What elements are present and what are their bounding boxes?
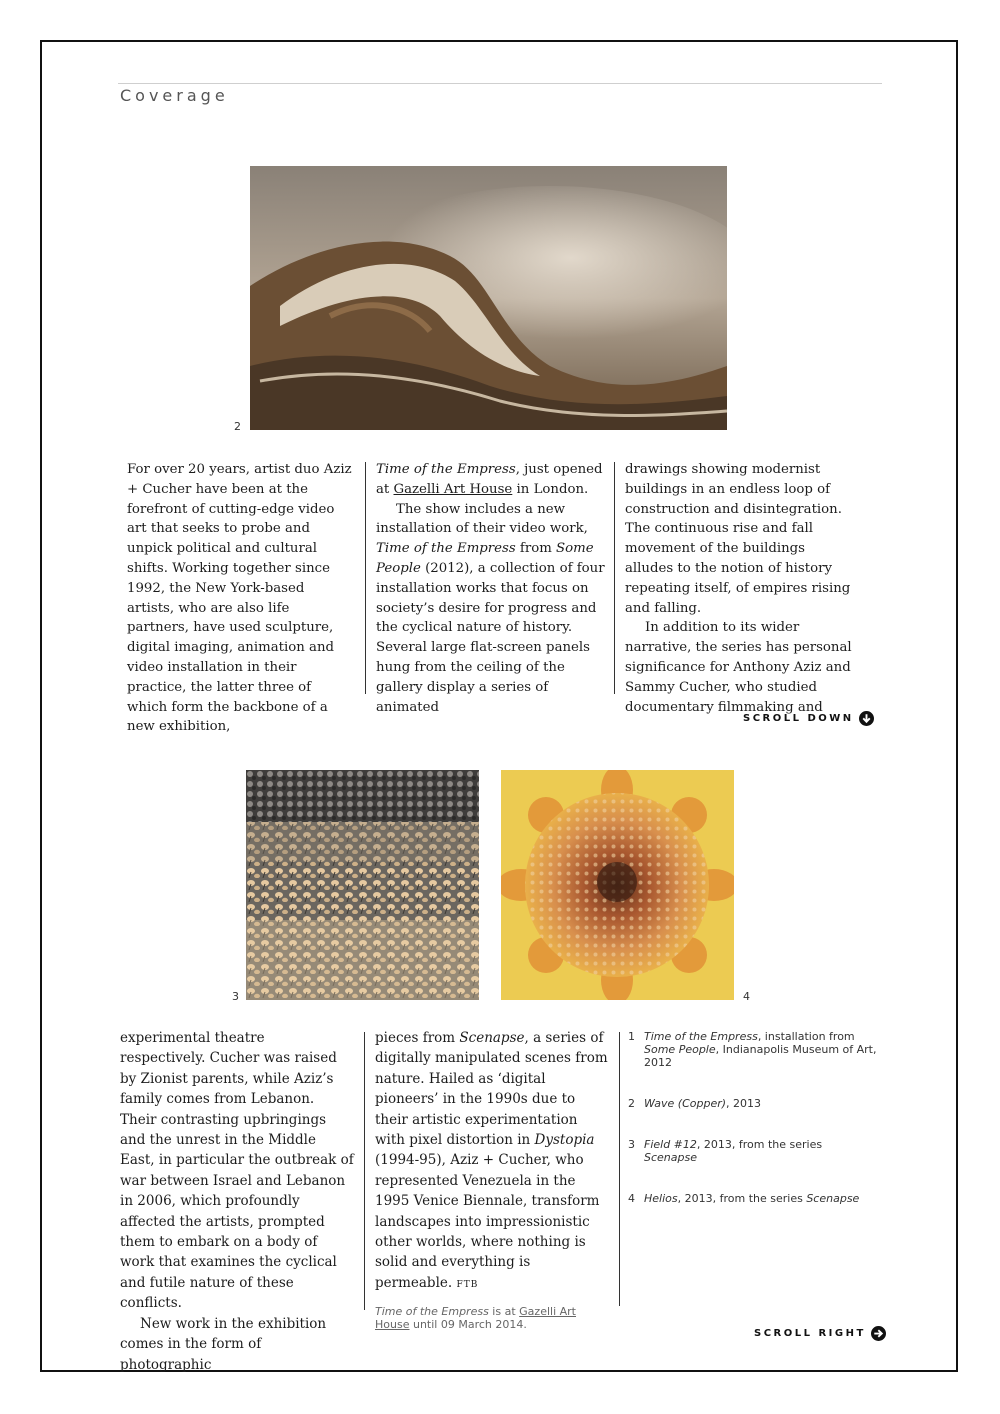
column-divider bbox=[365, 462, 366, 694]
paragraph: In addition to its wider narrative, the series has personal significance for Anthony Aziz and Sammy Cucher, who studied documentary filmmaking and bbox=[625, 620, 852, 715]
paragraph: drawings showing modernist buildings in an endless loop of construction and disintegration. The continuous rise and fall movement of the buildings alludes to the notion of history repeating itself, of empires rising and falling. bbox=[625, 462, 851, 616]
paragraph: Time of the Empress, just opened at Gazelli Art House in London. bbox=[376, 462, 603, 497]
article-top-col2 bbox=[376, 460, 606, 717]
gallery-link[interactable]: Gazelli Art House bbox=[375, 1305, 576, 1332]
caption-1: 1 Time of the Empress, installation from Some People, Indianapolis Museum of Art, 2012 bbox=[628, 1030, 877, 1069]
paragraph: pieces from Scenapse, a series of digitally manipulated scenes from nature. Hailed as ‘digital pioneers’ in the 1990s due to their artistic experimentation with pixel distortion in Dystopia (1994-95), Aziz + Cucher, who represented Venezuela in the 1995 Venice Biennale, transform landscapes into impressionistic other worlds, where nothing is solid and everything is permeable. FTB bbox=[375, 1030, 608, 1291]
article-bottom-col2 bbox=[375, 1028, 609, 1331]
column-divider bbox=[364, 1032, 365, 1310]
scroll-down-label: SCROLL DOWN bbox=[743, 713, 854, 724]
article-bottom-col1 bbox=[120, 1028, 354, 1375]
paragraph: New work in the exhibition comes in the form of photographic bbox=[120, 1315, 327, 1373]
scroll-right-label: SCROLL RIGHT bbox=[754, 1328, 866, 1339]
wave-image bbox=[250, 166, 727, 430]
field-image bbox=[246, 770, 479, 1000]
signoff: FTB bbox=[456, 1279, 479, 1290]
figure-number-4: 4 bbox=[743, 990, 750, 1003]
column-divider bbox=[614, 462, 615, 694]
caption-3: 3 Field #12, 2013, from the series Scenapse bbox=[628, 1138, 823, 1164]
scroll-right-button[interactable] bbox=[754, 1326, 886, 1341]
header-rule bbox=[118, 83, 882, 84]
column-divider bbox=[619, 1032, 620, 1306]
article-top-col1 bbox=[127, 460, 355, 737]
paragraph: The show includes a new installation of their video work, Time of the Empress from Some People (2012), a collection of four installation works that focus on society’s desire for progress and the cyclical nature of history. Several large flat-screen panels hung from the ceiling of the gallery display a series of animated bbox=[376, 501, 605, 715]
arrow-down-circle-icon bbox=[859, 711, 874, 726]
paragraph: For over 20 years, artist duo Aziz + Cucher have been at the forefront of cutting-edge video art that seeks to probe and unpick political and cultural shifts. Working together since 1992, the New York-based artists, who are also life partners, have used sculpture, digital imaging, animation and video installation in their practice, the latter three of which form the backbone of a new exhibition, bbox=[127, 462, 352, 735]
article-top-col3 bbox=[625, 460, 855, 717]
scroll-down-button[interactable] bbox=[743, 711, 874, 726]
helios-image bbox=[501, 770, 734, 1000]
caption-2: 2 Wave (Copper), 2013 bbox=[628, 1097, 762, 1110]
figure-number-2: 2 bbox=[234, 420, 241, 433]
captions bbox=[628, 1030, 878, 1233]
section-title: Coverage bbox=[120, 86, 229, 105]
venue-info: Time of the Empress is at Gazelli Art House until 09 March 2014. bbox=[375, 1305, 576, 1332]
arrow-right-circle-icon bbox=[871, 1326, 886, 1341]
gallery-link[interactable]: Gazelli Art House bbox=[393, 481, 513, 497]
paragraph: experimental theatre respectively. Cucher was raised by Zionist parents, while Aziz’s family comes from Lebanon. Their contrasting upbringings and the unrest in the Middle East, in particular the outbreak of war between Israel and Lebanon in 2006, which profoundly affected the artists, prompted them to embark on a body of work that examines the cyclical and futile nature of these conflicts. bbox=[120, 1030, 354, 1312]
caption-4: 4 Helios, 2013, from the series Scenapse bbox=[628, 1192, 860, 1205]
figure-number-3: 3 bbox=[232, 990, 239, 1003]
